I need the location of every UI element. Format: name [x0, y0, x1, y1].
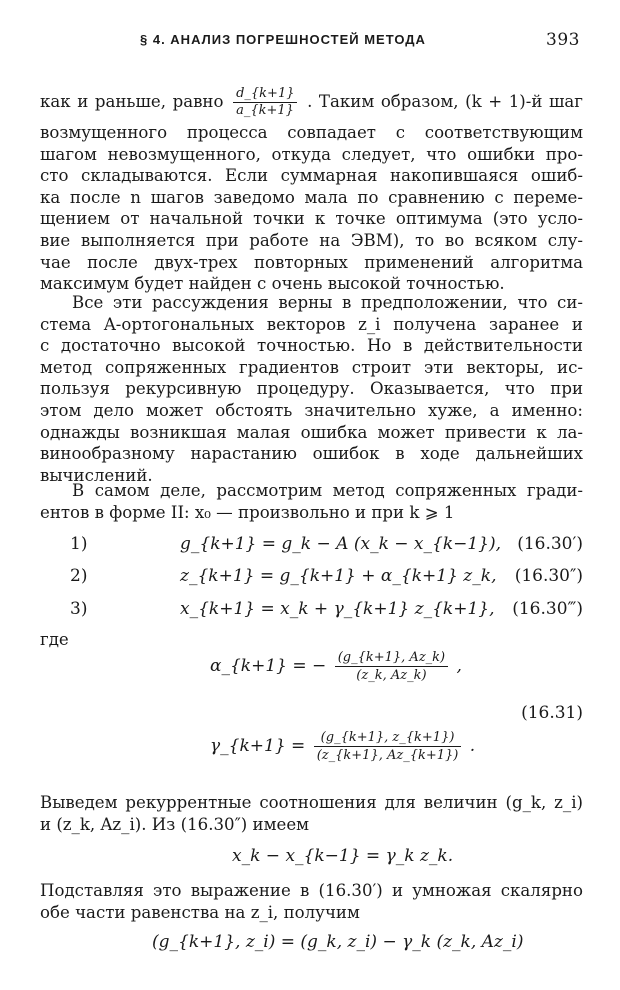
paragraph-5: [40, 880, 583, 923]
ratio-denominator: a_{k+1}: [236, 103, 294, 118]
ratio-fraction: [233, 87, 297, 118]
equation-expression: z_{k+1} = g_{k+1} + α_{k+1} z_k,: [180, 566, 497, 586]
gamma-denominator: (z_{k+1}, Az_{k+1}): [316, 748, 459, 763]
running-title: § 4. АНАЛИЗ ПОГРЕШНОСТЕЙ МЕТОДА: [140, 32, 426, 47]
text-line: этом дело может обстоять значительно хуже, а именно:: [40, 400, 583, 420]
equation-16-30-double-prime: [40, 566, 583, 592]
ratio-numerator: d_{k+1}: [233, 87, 297, 103]
text-line: шагом невозмущенного, откуда следует, что ошибки про-: [40, 144, 583, 164]
equation-number: 2): [70, 566, 88, 586]
equation-expression: g_{k+1} = g_k − A (x_k − x_{k−1}),: [180, 534, 502, 554]
text-line: щением от начальной точки к точке оптимума (это усло-: [40, 209, 583, 229]
equation-number: 1): [70, 534, 88, 554]
text-line: сто складываются. Если суммарная накопившаяся ошиб-: [40, 166, 583, 186]
equation-tag: (16.30′): [517, 534, 583, 554]
page-number: 393: [546, 30, 580, 50]
text-line: обе части равенства на z_i, получим: [40, 902, 360, 922]
text-line: Подставляя это выражение в (16.30′) и умножая скалярно: [40, 881, 583, 900]
text-line: метод сопряженных градиентов строит эти векторы, ис-: [40, 357, 583, 377]
final-equation: (g_{k+1}, z_i) = (g_k, z_i) − γ_k (z_k, Az_i): [152, 932, 524, 952]
gamma-fraction: [314, 730, 462, 763]
alpha-trail: ,: [456, 656, 462, 676]
alpha-equation: [210, 650, 462, 683]
equation-16-30-triple-prime: [40, 599, 583, 625]
text-line: вычислений.: [40, 465, 153, 485]
text-line: В самом деле, рассмотрим метод сопряженных гради-: [72, 481, 583, 500]
equation-tag: (16.30‴): [512, 599, 583, 619]
text-line: стема A-ортогональных векторов z_i получена заранее и: [40, 314, 583, 334]
page-header: [40, 30, 580, 54]
system-tag: (16.31): [521, 703, 583, 723]
gamma-lhs: γ_{k+1} =: [210, 736, 306, 756]
alpha-lhs: α_{k+1} = −: [210, 656, 327, 676]
paragraph-1: [40, 82, 583, 295]
where-label: где: [40, 630, 69, 649]
text-line: чае после двух-трех повторных применений алгоритма: [40, 252, 583, 272]
text-line: возмущенного процесса совпадает с соответствующим: [40, 123, 583, 142]
text-line: Выведем рекуррентные соотношения для величин (g_k, z_i): [40, 793, 583, 812]
gamma-trail: .: [469, 736, 476, 756]
text-line: пользуя рекурсивную процедуру. Оказывается, что при: [40, 379, 583, 399]
text-line: ентов в форме II: x₀ — произвольно и при k ⩾ 1: [40, 502, 455, 522]
paragraph-1-first-line: [40, 82, 583, 122]
alpha-numerator: (g_{k+1}, Az_k): [335, 650, 448, 667]
para1-suffix: . Таким образом, (k + 1)-й шаг: [307, 92, 584, 111]
text-line: однажды возникшая малая ошибка может привести к ла-: [40, 422, 583, 442]
text-line: с достаточно высокой точностью. Но в действительности: [40, 336, 583, 356]
difference-equation: x_k − x_{k−1} = γ_k z_k.: [232, 846, 454, 866]
text-line: ка после n шагов заведомо мала по сравнению с переме-: [40, 187, 583, 207]
alpha-denominator: (z_k, Az_k): [356, 668, 427, 683]
text-line: максимум будет найден с очень высокой точностью.: [40, 274, 505, 294]
para1-prefix: как и раньше, равно: [40, 92, 224, 111]
paragraph-2: [40, 292, 583, 486]
text-line: и (z_k, Az_i). Из (16.30″) имеем: [40, 814, 310, 834]
text-line: Все эти рассуждения верны в предположении, что си-: [72, 293, 583, 312]
equation-tag: (16.30″): [514, 566, 583, 586]
paragraph-4: [40, 792, 583, 835]
equation-16-30-prime: [40, 534, 583, 560]
alpha-fraction: [335, 650, 448, 683]
gamma-numerator: (g_{k+1}, z_{k+1}): [314, 730, 462, 747]
gamma-equation: [210, 730, 475, 763]
text-line: винообразному нарастанию ошибок в ходе дальнейших: [40, 444, 583, 464]
text-line: вие выполняется при работе на ЭВМ), то во всяком слу-: [40, 230, 583, 250]
paragraph-3: [40, 480, 583, 523]
equation-number: 3): [70, 599, 88, 619]
equation-expression: x_{k+1} = x_k + γ_{k+1} z_{k+1},: [180, 599, 495, 619]
